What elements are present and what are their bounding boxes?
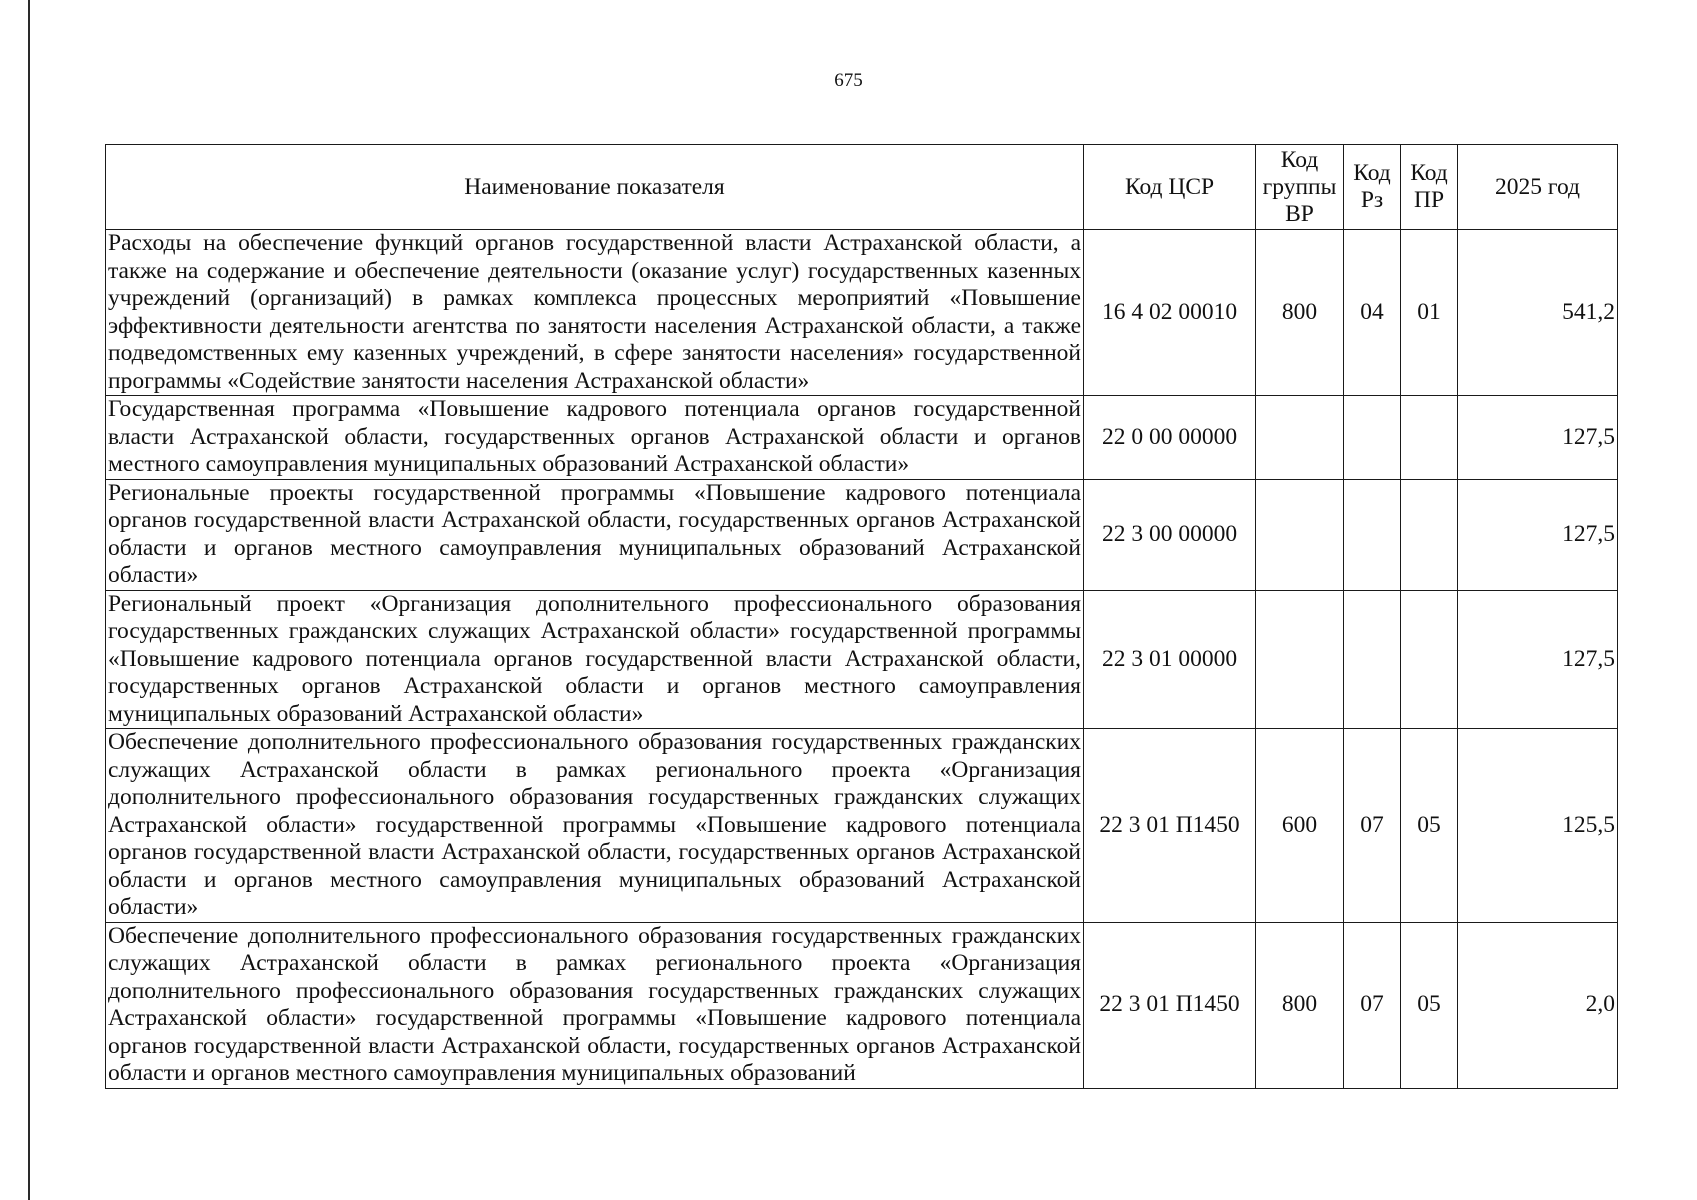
header-pr: Код ПР [1401, 145, 1458, 230]
row-name: Региональные проекты государственной программы «Повышение кадрового потенциала органов государственной власти Астраханской области, государственных органов Астраханской области и органов местного самоуправления муниципальных образований Астраханской области» [106, 479, 1084, 590]
row-vr: 800 [1256, 922, 1344, 1088]
row-rz: 04 [1344, 230, 1401, 396]
row-name: Обеспечение дополнительного профессионального образования государственных гражданских служащих Астраханской области в рамках регионального проекта «Организация дополнительного профессионального образования государственных гражданских служащих Астраханской области» государственной программы «Повышение кадрового потенциала органов государственной власти Астраханской области, государственных органов Астраханской области и органов местного самоуправления муниципальных образований Астраханской области» [106, 729, 1084, 923]
row-csr: 22 3 00 00000 [1084, 479, 1256, 590]
table-header-row [106, 145, 1618, 230]
row-value: 127,5 [1458, 479, 1618, 590]
row-name: Региональный проект «Организация дополнительного профессионального образования государственных гражданских служащих Астраханской области» государственной программы «Повышение кадрового потенциала органов государственной власти Астраханской области, государственных органов Астраханской области и органов местного самоуправления муниципальных образований Астраханской области» [106, 590, 1084, 729]
row-pr: 05 [1401, 729, 1458, 923]
row-pr: 01 [1401, 230, 1458, 396]
table-row [106, 590, 1618, 729]
row-rz [1344, 479, 1401, 590]
row-value: 127,5 [1458, 590, 1618, 729]
row-vr [1256, 590, 1344, 729]
row-csr: 22 3 01 П1450 [1084, 922, 1256, 1088]
page-number: 675 [834, 70, 863, 91]
row-vr: 800 [1256, 230, 1344, 396]
table-row [106, 922, 1618, 1088]
row-pr [1401, 396, 1458, 480]
row-vr [1256, 396, 1344, 480]
row-name: Расходы на обеспечение функций органов государственной власти Астраханской области, а также на содержание и обеспечение деятельности (оказание услуг) государственных казенных учреждений (организаций) в рамках комплекса процессных мероприятий «Повышение эффективности деятельности агентства по занятости населения Астраханской области, а также подведомственных ему казенных учреждений, в сфере занятости населения» государственной программы «Содействие занятости населения Астраханской области» [106, 230, 1084, 396]
table-row [106, 396, 1618, 480]
row-value: 127,5 [1458, 396, 1618, 480]
row-value: 2,0 [1458, 922, 1618, 1088]
table-row [106, 479, 1618, 590]
row-csr: 22 0 00 00000 [1084, 396, 1256, 480]
row-pr: 05 [1401, 922, 1458, 1088]
row-vr [1256, 479, 1344, 590]
table-row [106, 230, 1618, 396]
header-rz: Код Рз [1344, 145, 1401, 230]
table-row [106, 729, 1618, 923]
row-csr: 16 4 02 00010 [1084, 230, 1256, 396]
row-name: Обеспечение дополнительного профессионального образования государственных гражданских служащих Астраханской области в рамках регионального проекта «Организация дополнительного профессионального образования государственных гражданских служащих Астраханской области» государственной программы «Повышение кадрового потенциала органов государственной власти Астраханской области, государственных органов Астраханской области и органов местного самоуправления муниципальных образований [106, 922, 1084, 1088]
row-rz [1344, 590, 1401, 729]
row-name: Государственная программа «Повышение кадрового потенциала органов государственной власти Астраханской области, государственных органов Астраханской области и органов местного самоуправления муниципальных образований Астраханской области» [106, 396, 1084, 480]
header-name: Наименование показателя [106, 145, 1084, 230]
budget-table [105, 144, 1618, 1089]
row-csr: 22 3 01 00000 [1084, 590, 1256, 729]
header-csr: Код ЦСР [1084, 145, 1256, 230]
row-rz: 07 [1344, 922, 1401, 1088]
row-csr: 22 3 01 П1450 [1084, 729, 1256, 923]
binding-margin-line [28, 0, 30, 1200]
header-vr: Код группы ВР [1256, 145, 1344, 230]
row-rz [1344, 396, 1401, 480]
row-vr: 600 [1256, 729, 1344, 923]
header-year: 2025 год [1458, 145, 1618, 230]
row-pr [1401, 590, 1458, 729]
row-value: 541,2 [1458, 230, 1618, 396]
row-value: 125,5 [1458, 729, 1618, 923]
row-rz: 07 [1344, 729, 1401, 923]
row-pr [1401, 479, 1458, 590]
